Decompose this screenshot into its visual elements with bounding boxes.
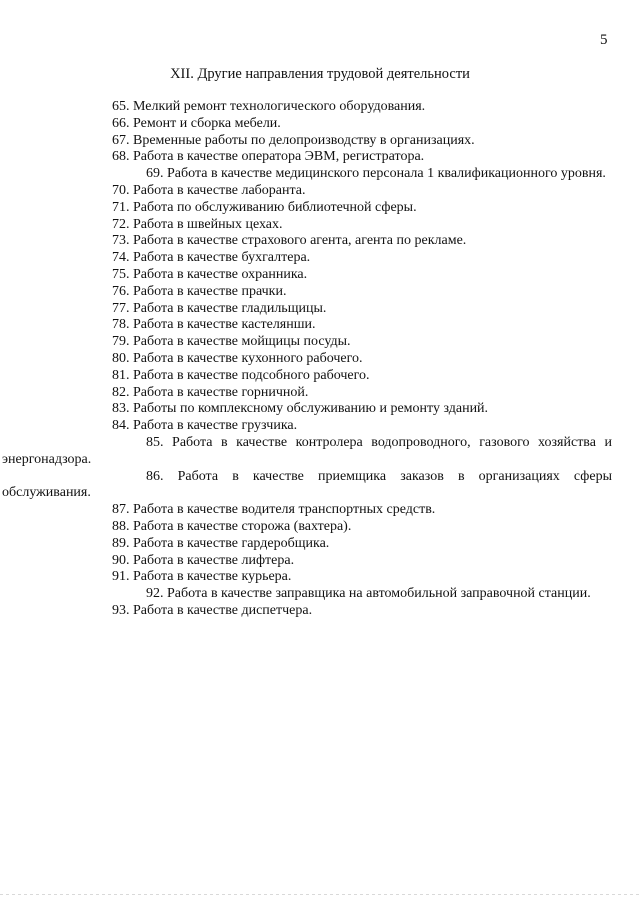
list-item: 75. Работа в качестве охранника. [112, 266, 308, 282]
list-item: 83. Работы по комплексному обслуживанию и ремонту зданий. [112, 401, 489, 417]
list-item: 71. Работа по обслуживанию библиотечной сферы. [112, 199, 417, 215]
list-item: 89. Работа в качестве гардеробщика. [112, 535, 330, 551]
list-item: 69. Работа в качестве медицинского персонала 1 квалификационного уровня. [146, 166, 606, 182]
list-item: 88. Работа в качестве сторожа (вахтера). [112, 518, 352, 534]
list-item: 92. Работа в качестве заправщика на автомобильной заправочной станции. [146, 586, 591, 602]
page-number: 5 [600, 32, 608, 48]
list-item: 91. Работа в качестве курьера. [112, 569, 292, 585]
section-title: XII. Другие направления трудовой деятельности [170, 66, 470, 82]
list-item: 84. Работа в качестве грузчика. [112, 418, 298, 434]
list-item: 73. Работа в качестве страхового агента, агента по рекламе. [112, 233, 467, 249]
list-item: 77. Работа в качестве гладильщицы. [112, 300, 327, 316]
list-item: 74. Работа в качестве бухгалтера. [112, 250, 311, 266]
list-item: 90. Работа в качестве лифтера. [112, 552, 295, 568]
list-item: 85. Работа в качестве контролера водопроводного, газового хозяйства и энергонадзора. [2, 434, 612, 467]
list-item: 68. Работа в качестве оператора ЭВМ, регистратора. [112, 149, 425, 165]
list-item: 79. Работа в качестве мойщицы посуды. [112, 334, 351, 350]
list-item: 70. Работа в качестве лаборанта. [112, 182, 306, 198]
list-item: 82. Работа в качестве горничной. [112, 384, 309, 400]
list-item: 81. Работа в качестве подсобного рабочего. [112, 367, 370, 383]
list-item: 72. Работа в швейных цехах. [112, 216, 283, 232]
list-item: 67. Временные работы по делопроизводству в организациях. [112, 132, 475, 148]
list-item: 80. Работа в качестве кухонного рабочего. [112, 350, 363, 366]
list-item: 76. Работа в качестве прачки. [112, 283, 287, 299]
list-item: 66. Ремонт и сборка мебели. [112, 115, 281, 131]
list-item: 87. Работа в качестве водителя транспортных средств. [112, 502, 436, 518]
scan-edge-line [0, 894, 640, 895]
list-item: 86. Работа в качестве приемщика заказов в организациях сферы обслуживания. [2, 468, 612, 501]
list-item: 93. Работа в качестве диспетчера. [112, 602, 313, 618]
list-item: 78. Работа в качестве кастелянши. [112, 317, 316, 333]
activity-list [2, 99, 612, 620]
list-item: 65. Мелкий ремонт технологического оборудования. [112, 99, 426, 114]
